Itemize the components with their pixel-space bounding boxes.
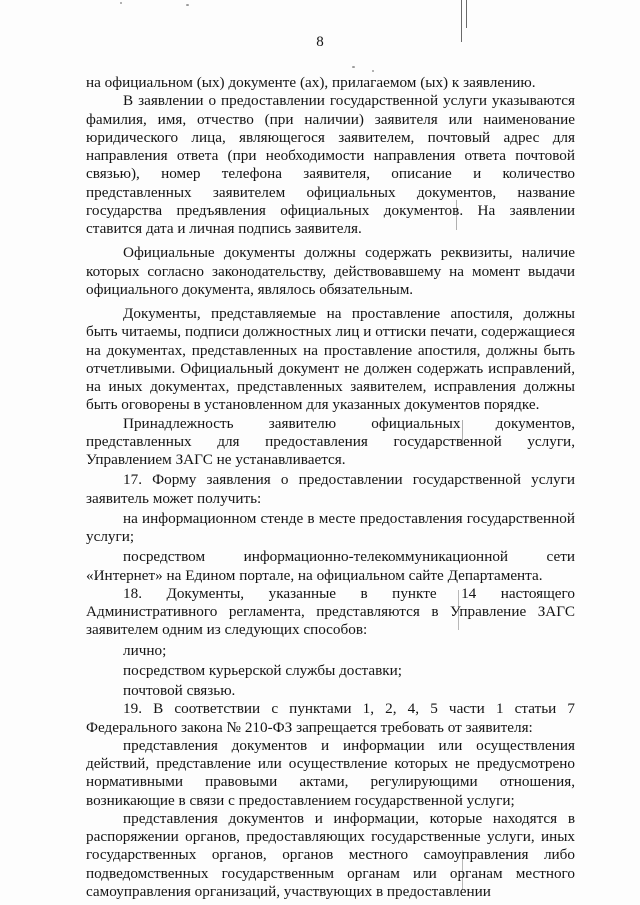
body-text: [86, 74, 575, 901]
paragraph: 19. В соответствии с пунктами 1, 2, 4, 5 части 1 статьи 7 Федерального закона № 210-ФЗ запрещается требовать от заявителя:: [86, 700, 575, 736]
scan-speck: [352, 66, 355, 68]
paragraph: на информационном стенде в месте предоставления государственной услуги;: [86, 509, 575, 545]
paragraph: 18. Документы, указанные в пункте 14 настоящего Административного регламента, представляются в Управление ЗАГС заявителем одним из следующих способов:: [86, 584, 575, 639]
list-item: лично;: [123, 641, 167, 659]
list-item: посредством курьерской службы доставки;: [123, 661, 402, 679]
paragraph: представления документов и информации или осуществления действий, представление или осуществление которых не предусмотрено нормативными правовыми актами, регулирующими отношения, возникающие в связи с предоставлением государственной услуги;: [86, 736, 575, 809]
paragraph: на официальном (ых) документе (ах), прилагаемом (ых) к заявлению.: [86, 74, 536, 91]
scan-speck: [372, 70, 374, 72]
paragraph: представления документов и информации, которые находятся в распоряжении органов, предоставляющих государственные услуги, иных государственных органов, органов местного самоуправления либо подведомственных государственным органам или органам местного самоуправления организаций, участвующих в предоставлении: [86, 809, 575, 900]
list-item: почтовой связью.: [123, 682, 236, 699]
paragraph: 17. Форму заявления о предоставлении государственной услуги заявитель может получить:: [86, 471, 575, 507]
page-number: 8: [316, 34, 324, 50]
paragraph: Документы, представляемые на проставление апостиля, должны быть читаемы, подписи должностных лиц и оттиски печати, содержащиеся на документах, представленных на проставление апостиля, должны быть отчетливыми. Официальный документ не должен содержать исправлений, на иных документах, представленных заявителем, исправления должны быть оговорены в установленном для указанных документов порядке.: [86, 305, 575, 414]
paragraph: В заявлении о предоставлении государственной услуги указываются фамилия, имя, отчество (при наличии) заявителя или наименование юридического лица, являющегося заявителем, почтовый адрес для направления ответа (при необходимости направления ответа почтовой связью), номер телефона заявителя, описание и количество представленных заявителем официальных документов, название государства предъявления официальных документов. На заявлении ставится дата и личная подпись заявителя.: [86, 92, 575, 237]
scan-speck: [186, 4, 189, 6]
scan-speck: [120, 2, 122, 4]
paragraph: посредством информационно-телекоммуникационной сети «Интернет» на Едином портале, на официальном сайте Департамента.: [86, 548, 575, 584]
paragraph: Официальные документы должны содержать реквизиты, наличие которых согласно законодательству, действовавшему на момент выдачи официального документа, являлось обязательным.: [86, 244, 575, 298]
paragraph: Принадлежность заявителю официальных документов, представленных для предоставления государственной услуги, Управлением ЗАГС не устанавливается.: [86, 414, 575, 468]
scan-artifact-line: [466, 0, 467, 28]
